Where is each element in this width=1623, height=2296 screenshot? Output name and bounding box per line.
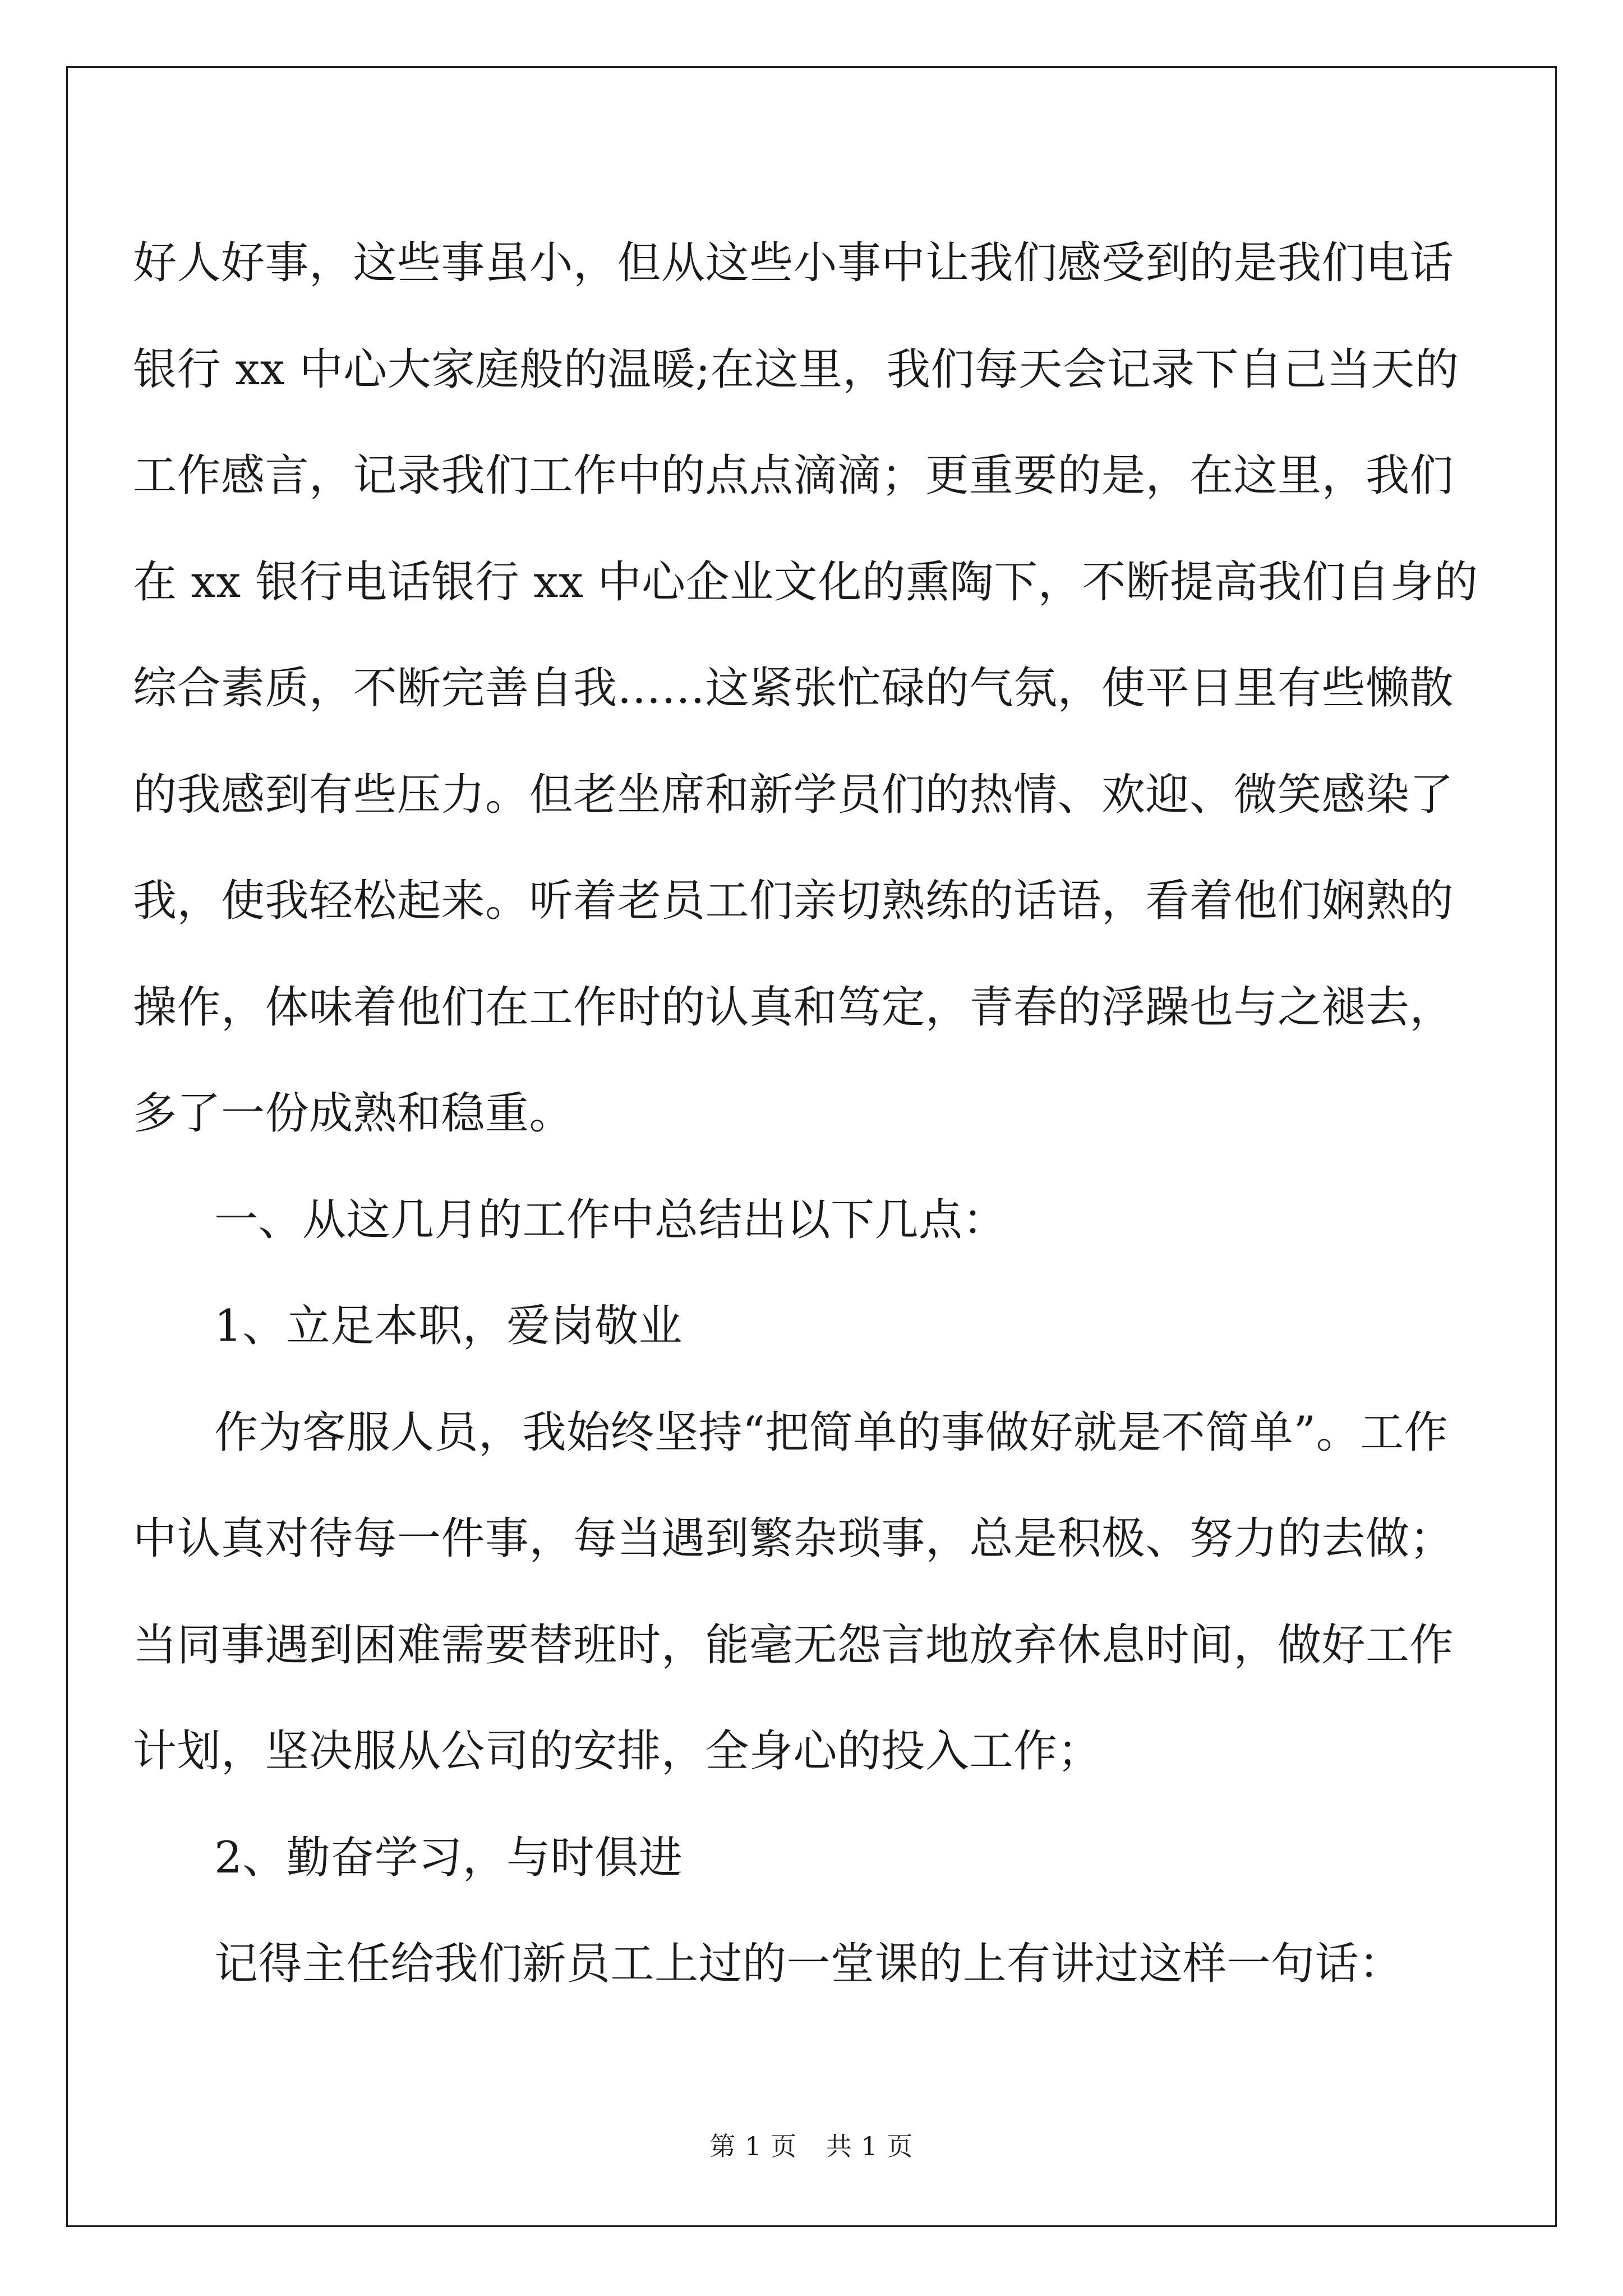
text-line-12: 作为客服人员，我始终坚持“把简单的事做好就是不简单”。工作	[214, 1407, 1449, 1458]
page-footer	[0, 2126, 1623, 2163]
text-line-8: 操作，体味着他们在工作时的认真和笃定，青春的浮躁也与之褪去，	[133, 982, 1454, 1033]
text-line-17: 记得主任给我们新员工上过的一堂课的上有讲过这样一句话：	[214, 1939, 1403, 1989]
text-line-9: 多了一份成熟和稳重。	[133, 1088, 574, 1139]
text-line-15: 计划，坚决服从公司的安排，全身心的投入工作；	[133, 1726, 1102, 1777]
text-line-4: 在 xx 银行电话银行 xx 中心企业文化的熏陶下，不断提高我们自身的	[133, 556, 1478, 608]
page-number: 第 1 页	[709, 2131, 797, 2161]
text-line-7: 我，使我轻松起来。听着老员工们亲切熟练的话语，看着他们娴熟的	[133, 876, 1454, 926]
document-body	[133, 210, 1478, 2018]
text-line-2: 银行 xx 中心大家庭般的温暖;在这里，我们每天会记录下自己当天的	[133, 344, 1459, 395]
page-total: 共 1 页	[826, 2131, 914, 2161]
text-line-13: 中认真对待每一件事，每当遇到繁杂琐事，总是积极、努力的去做；	[133, 1513, 1454, 1564]
text-line-3: 工作感言，记录我们工作中的点点滴滴；更重要的是，在这里，我们	[133, 450, 1454, 501]
text-line-14: 当同事遇到困难需要替班时，能毫无怨言地放弃休息时间，做好工作	[133, 1619, 1454, 1671]
text-line-1: 好人好事，这些事虽小，但从这些小事中让我们感受到的是我们电话	[133, 238, 1454, 288]
text-line-6: 的我感到有些压力。但老坐席和新学员们的热情、欢迎、微笑感染了	[133, 769, 1454, 820]
subheading-1: 1、立足本职，爱岗敬业	[214, 1301, 683, 1351]
section-heading-1: 一、从这几月的工作中总结出以下几点：	[214, 1194, 1007, 1245]
text-line-5: 综合素质，不断完善自我……这紧张忙碌的气氛，使平日里有些懒散	[133, 663, 1454, 714]
subheading-2: 2、勤奋学习，与时俱进	[214, 1832, 683, 1883]
